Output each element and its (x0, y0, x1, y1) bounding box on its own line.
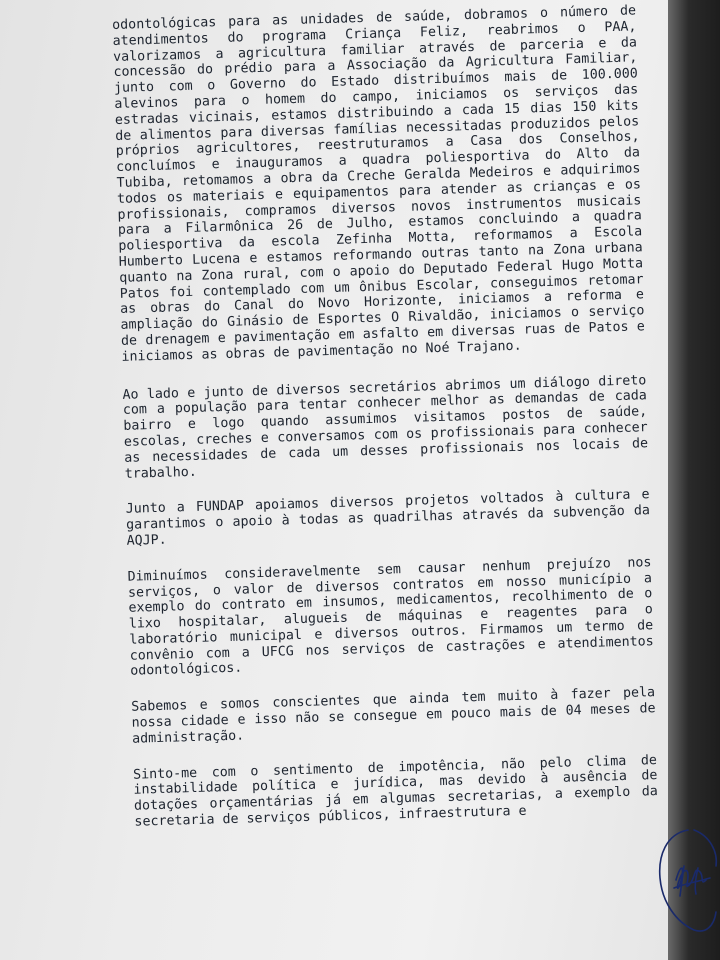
paragraph-culture: Junto a FUNDAP apoiamos diversos projetos voltados à cultura e garantimos o apoio à todas as quadrilhas através da subvenção da AQJP. (125, 487, 651, 549)
handwritten-signature (654, 826, 720, 936)
paragraph-contracts: Diminuímos consideravelmente sem causar nenhum prejuízo nos serviços, o valor de diversos contratos em nosso município a exemplo do contrato em insumos, medicamentos, recolhimento de o lixo hospitalar, alugueis de máquinas e reagentes para o laboratório municipal e diversos outros. Firmamos um termo de convênio com a UFCG nos serviços de castrações e atendimentos odontológicos. (127, 554, 654, 680)
document-body (112, 3, 659, 850)
paragraph-dialogue: Ao lado e junto de diversos secretários abrimos um diálogo direto com a população para tentar conhecer melhor as demandas de cada bairro e logo quando assumimos visitamos postos de saúde, escolas, creches e conversamos com os profissionais para conhecer as necessidades de cada um desses profissionais nos locais de trabalho. (122, 372, 649, 482)
paragraph-awareness: Sabemos e somos conscientes que ainda tem muito à fazer pela nossa cidade e isso não se consegue em pouco mais de 04 meses de administração. (131, 685, 656, 747)
paragraph-achievements: odontológicas para as unidades de saúde, dobramos o número de atendimentos do programa Criança Feliz, reabrimos o PAA, valorizamos a agricultura familiar através de parceria e da concessão do prédio para a Associação da Agricultura Familiar, junto com o Governo do Estado distribuímos mais de 100.000 alevinos para o homem do campo, iniciamos os serviços das estradas vicinais, estamos distribuindo a cada 15 dias 150 kits de alimentos para diversas famílias necessitadas produzidos pelos próprios agricultores, reestruturamos a Casa dos Conselhos, concluímos e inauguramos a quadra poliesportiva do Alto da Tubiba, retomamos a obra da Creche Geralda Medeiros e adquirimos todos os materiais e equipamentos para atender as crianças e os profissionais, compramos diversos novos instrumentos musicais para a Filarmônica 26 de Julho, estamos concluindo a quadra poliesportiva da escola Zefinha Motta, reformamos a Escola Humberto Lucena e estamos reformando outras tanto na Zona urbana quanto na Zona rural, com o apoio do Deputado Federal Hugo Motta Patos foi contemplado com um ônibus Escolar, conseguimos retomar as obras do Canal do Novo Horizonte, iniciamos a reforma e ampliação do Ginásio de Esportes O Rivaldão, iniciamos o serviço de drenagem e pavimentação em asfalto em diversas ruas de Patos e iniciamos as obras de pavimentação no Noé Trajano. (112, 3, 646, 365)
background-edge (668, 0, 720, 960)
paragraph-impotence: Sinto-me com o sentimento de impotência, não pelo clima de instabilidade política e jurídica, mas devido à ausência de dotações orçamentárias já em algumas secretarias, a exemplo da secretaria de serviços públicos, infraestrutura e (132, 752, 659, 830)
